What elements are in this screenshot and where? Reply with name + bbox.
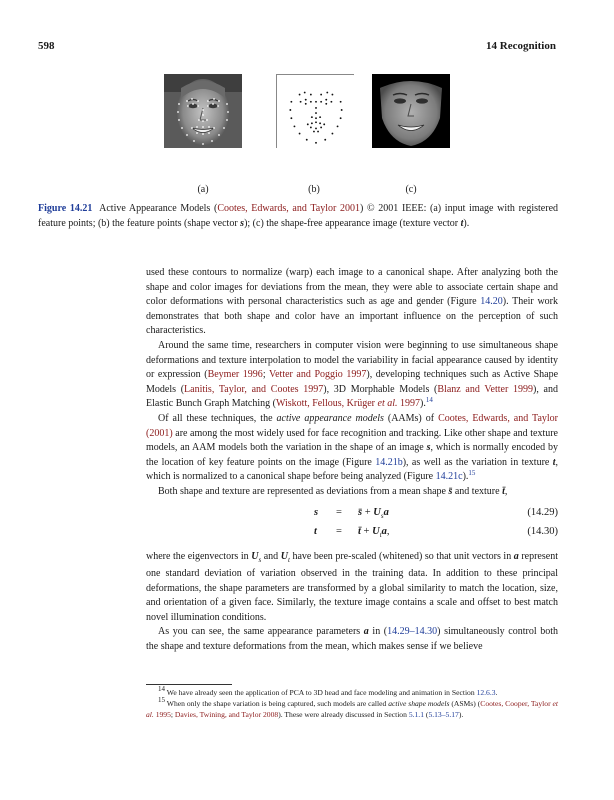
text: are among the most widely used for face recognition and tracking. Like other shape and texture models, an AAM models both the variation in the shape of an image bbox=[146, 427, 558, 454]
math-symbol: t̄ bbox=[502, 485, 505, 497]
paragraph bbox=[146, 339, 558, 412]
text: Cootes, Cooper, Taylor bbox=[480, 699, 553, 708]
feature-points-shape-icon bbox=[277, 75, 355, 149]
text: + bbox=[362, 506, 374, 518]
math-symbol: a bbox=[363, 626, 369, 638]
paragraph bbox=[146, 412, 558, 485]
figure-caption bbox=[38, 202, 558, 231]
equation-14-30 bbox=[146, 525, 558, 544]
equation-operator: = bbox=[336, 525, 342, 537]
text: ). Their work demonstrates that both shape and color have an important influence on the perception of such characteristics. bbox=[146, 296, 559, 337]
footnote-14 bbox=[146, 687, 558, 698]
text: ), and Elastic Bunch Graph Matching ( bbox=[146, 383, 558, 410]
text: , which is normally encoded by the location of key feature points on the image (Figure bbox=[146, 442, 559, 468]
text: (AAMs) of bbox=[383, 412, 439, 424]
math-subscript: s bbox=[258, 555, 262, 564]
text: ), 3D Morphable Models ( bbox=[323, 383, 438, 395]
paragraph bbox=[146, 550, 558, 626]
text: where the eigenvectors in bbox=[146, 550, 252, 562]
citation-link[interactable]: Davies, Twining, and Taylor 2008 bbox=[174, 710, 279, 719]
figure-label-b: (b) bbox=[308, 184, 320, 195]
text: As you can see, the same appearance parameters bbox=[158, 626, 364, 638]
text: , which is normalized to a canonical shape before being analyzed (Figure bbox=[146, 456, 558, 483]
text: Both shape and texture are represented as deviations from a mean shape bbox=[158, 485, 449, 497]
text: et al. bbox=[146, 699, 558, 719]
term: active shape models bbox=[388, 699, 450, 708]
figure-ref-link[interactable]: 14.20 bbox=[480, 296, 503, 308]
math-symbol: U bbox=[251, 550, 259, 562]
figure-label-c: (c) bbox=[405, 184, 417, 195]
equation-ref-link[interactable]: 14.29–14.30 bbox=[387, 626, 438, 638]
math-symbol: a bbox=[381, 525, 387, 537]
text: , bbox=[386, 525, 390, 537]
text: Of all these techniques, the bbox=[158, 412, 277, 424]
equation-rhs bbox=[358, 525, 390, 543]
text: + bbox=[360, 525, 373, 537]
math-symbol: a bbox=[513, 550, 519, 562]
term: active appearance models bbox=[276, 412, 384, 424]
equation-lhs: t bbox=[314, 525, 317, 537]
math-subscript: t bbox=[287, 555, 290, 564]
text: Around the same time, researchers in computer vision were beginning to use simultaneous shape deformations and texture interpolation to model the variability in facial appearance caused by identity or expression ( bbox=[146, 339, 558, 381]
math-symbol: s bbox=[240, 217, 245, 229]
math-symbol: s̄ bbox=[448, 485, 453, 497]
equation-lhs: s bbox=[314, 506, 319, 518]
math-symbol: a bbox=[383, 506, 389, 518]
text: in ( bbox=[368, 626, 388, 638]
equation-14-29 bbox=[146, 506, 558, 525]
caption-text: ); (c) the shape-free appearance image (texture vector bbox=[244, 217, 461, 229]
equation-number: (14.29) bbox=[527, 506, 558, 518]
paragraph bbox=[146, 625, 558, 654]
math-symbol: s bbox=[426, 442, 431, 454]
figure-number: Figure 14.21 bbox=[38, 203, 93, 214]
math-symbol: U bbox=[280, 550, 288, 562]
math-symbol: s̄ bbox=[358, 506, 363, 518]
text: ), as well as the variation in texture bbox=[402, 456, 553, 468]
section-ref-link[interactable]: 5.1.1 bbox=[408, 710, 424, 719]
math-symbol: U bbox=[373, 506, 381, 518]
footnote-15 bbox=[146, 698, 558, 720]
math-symbol: t bbox=[460, 217, 464, 229]
text: ). These were already discussed in Section bbox=[278, 710, 409, 719]
text: and bbox=[261, 550, 281, 562]
math-symbol: U bbox=[372, 525, 380, 537]
text: ). bbox=[420, 398, 426, 410]
text: We have already seen the application of PCA to 3D head and face modeling and animation in Section bbox=[165, 688, 477, 697]
figure-ref-link[interactable]: 14.21c bbox=[435, 471, 463, 483]
text: et al. bbox=[377, 398, 398, 410]
text: . bbox=[495, 688, 498, 697]
text: , bbox=[504, 485, 508, 497]
paragraph bbox=[146, 266, 558, 339]
text: (ASMs) ( bbox=[449, 699, 481, 708]
citation-link[interactable]: Vetter and Poggio 1997 bbox=[268, 369, 367, 381]
section-ref-link[interactable]: 12.6.3 bbox=[476, 688, 496, 697]
footnotes bbox=[146, 687, 558, 720]
equation-block bbox=[146, 506, 558, 544]
figure-label-a: (a) bbox=[197, 184, 209, 195]
footnote-marker[interactable]: 15 bbox=[468, 469, 476, 478]
citation-link[interactable]: Lanitis, Taylor, and Cootes 1997 bbox=[184, 383, 324, 395]
citation-link[interactable] bbox=[276, 398, 420, 409]
text: 1997 bbox=[397, 398, 421, 410]
text: ( bbox=[424, 710, 429, 719]
page-number: 598 bbox=[38, 40, 55, 52]
text: ). bbox=[458, 710, 464, 719]
equation-operator: = bbox=[336, 506, 342, 518]
citation-link[interactable]: Blanz and Vetter 1999 bbox=[437, 383, 533, 395]
face-with-feature-points-icon bbox=[164, 74, 242, 148]
math-symbol: t̄ bbox=[358, 525, 361, 537]
math-subscript: t bbox=[379, 530, 382, 539]
citation-link[interactable]: Cootes, Edwards, and Taylor 2001 bbox=[217, 203, 360, 214]
feature-points-shape-image bbox=[276, 74, 354, 148]
text: ) simultaneously control both the shape and texture deformations from the mean, which makes sense if we believe bbox=[146, 626, 558, 653]
shape-free-face-icon bbox=[372, 74, 450, 148]
text: 1995 bbox=[153, 710, 171, 719]
math-symbol: t bbox=[552, 456, 556, 468]
equation-rhs bbox=[358, 506, 389, 524]
text: used these contours to normalize (warp) each image to a canonical shape. After analyzing both the shape and color images for deviations from the mean, they were able to associate certain shape and color deformations with personal characteristics such as age and gender (Figure bbox=[146, 267, 558, 308]
text: have been pre-scaled (whitened) so that unit vectors in bbox=[289, 550, 514, 562]
text: represent one standard deviation of variation observed in the training data. In addition to these principal deformations, the shape parameters are transformed by a global similarity to match the location, size, and orientation of a given face. Similarly, the texture image contains a scale and offset to best match novel illumination conditions. bbox=[146, 550, 558, 623]
equation-ref-link[interactable]: 5.13–5.17 bbox=[428, 710, 459, 719]
running-head: 14 Recognition bbox=[486, 40, 556, 52]
text: ), developing techniques such as Active Shape Models ( bbox=[146, 369, 559, 395]
footnote-marker[interactable]: 14 bbox=[425, 396, 433, 405]
footnote-number: 14 bbox=[158, 685, 165, 693]
text: ). bbox=[462, 471, 469, 483]
face-with-feature-points-image bbox=[164, 74, 242, 148]
caption-text: ) © 2001 IEEE: (a) input image with registered feature points; (b) the feature points (shape vector bbox=[38, 203, 559, 229]
text: ; bbox=[170, 710, 175, 719]
shape-free-appearance-image bbox=[372, 74, 450, 148]
body-text bbox=[146, 266, 558, 655]
text: ; bbox=[262, 369, 269, 381]
text: and texture bbox=[452, 485, 503, 497]
paragraph bbox=[146, 485, 558, 500]
text: Wiskott, Fellous, Krüger bbox=[275, 398, 378, 410]
footnote-number: 15 bbox=[158, 696, 165, 704]
caption-text: ). bbox=[463, 217, 470, 229]
math-subscript: s bbox=[380, 511, 384, 520]
text: When only the shape variation is being captured, such models are called bbox=[165, 699, 389, 708]
equation-number: (14.30) bbox=[527, 525, 558, 537]
citation-link[interactable]: Beymer 1996 bbox=[207, 369, 263, 381]
caption-text: Active Appearance Models ( bbox=[99, 203, 218, 214]
citation-link[interactable]: Cootes, Edwards, and Taylor (2001) bbox=[146, 412, 558, 439]
figure-ref-link[interactable]: 14.21b bbox=[375, 456, 403, 468]
